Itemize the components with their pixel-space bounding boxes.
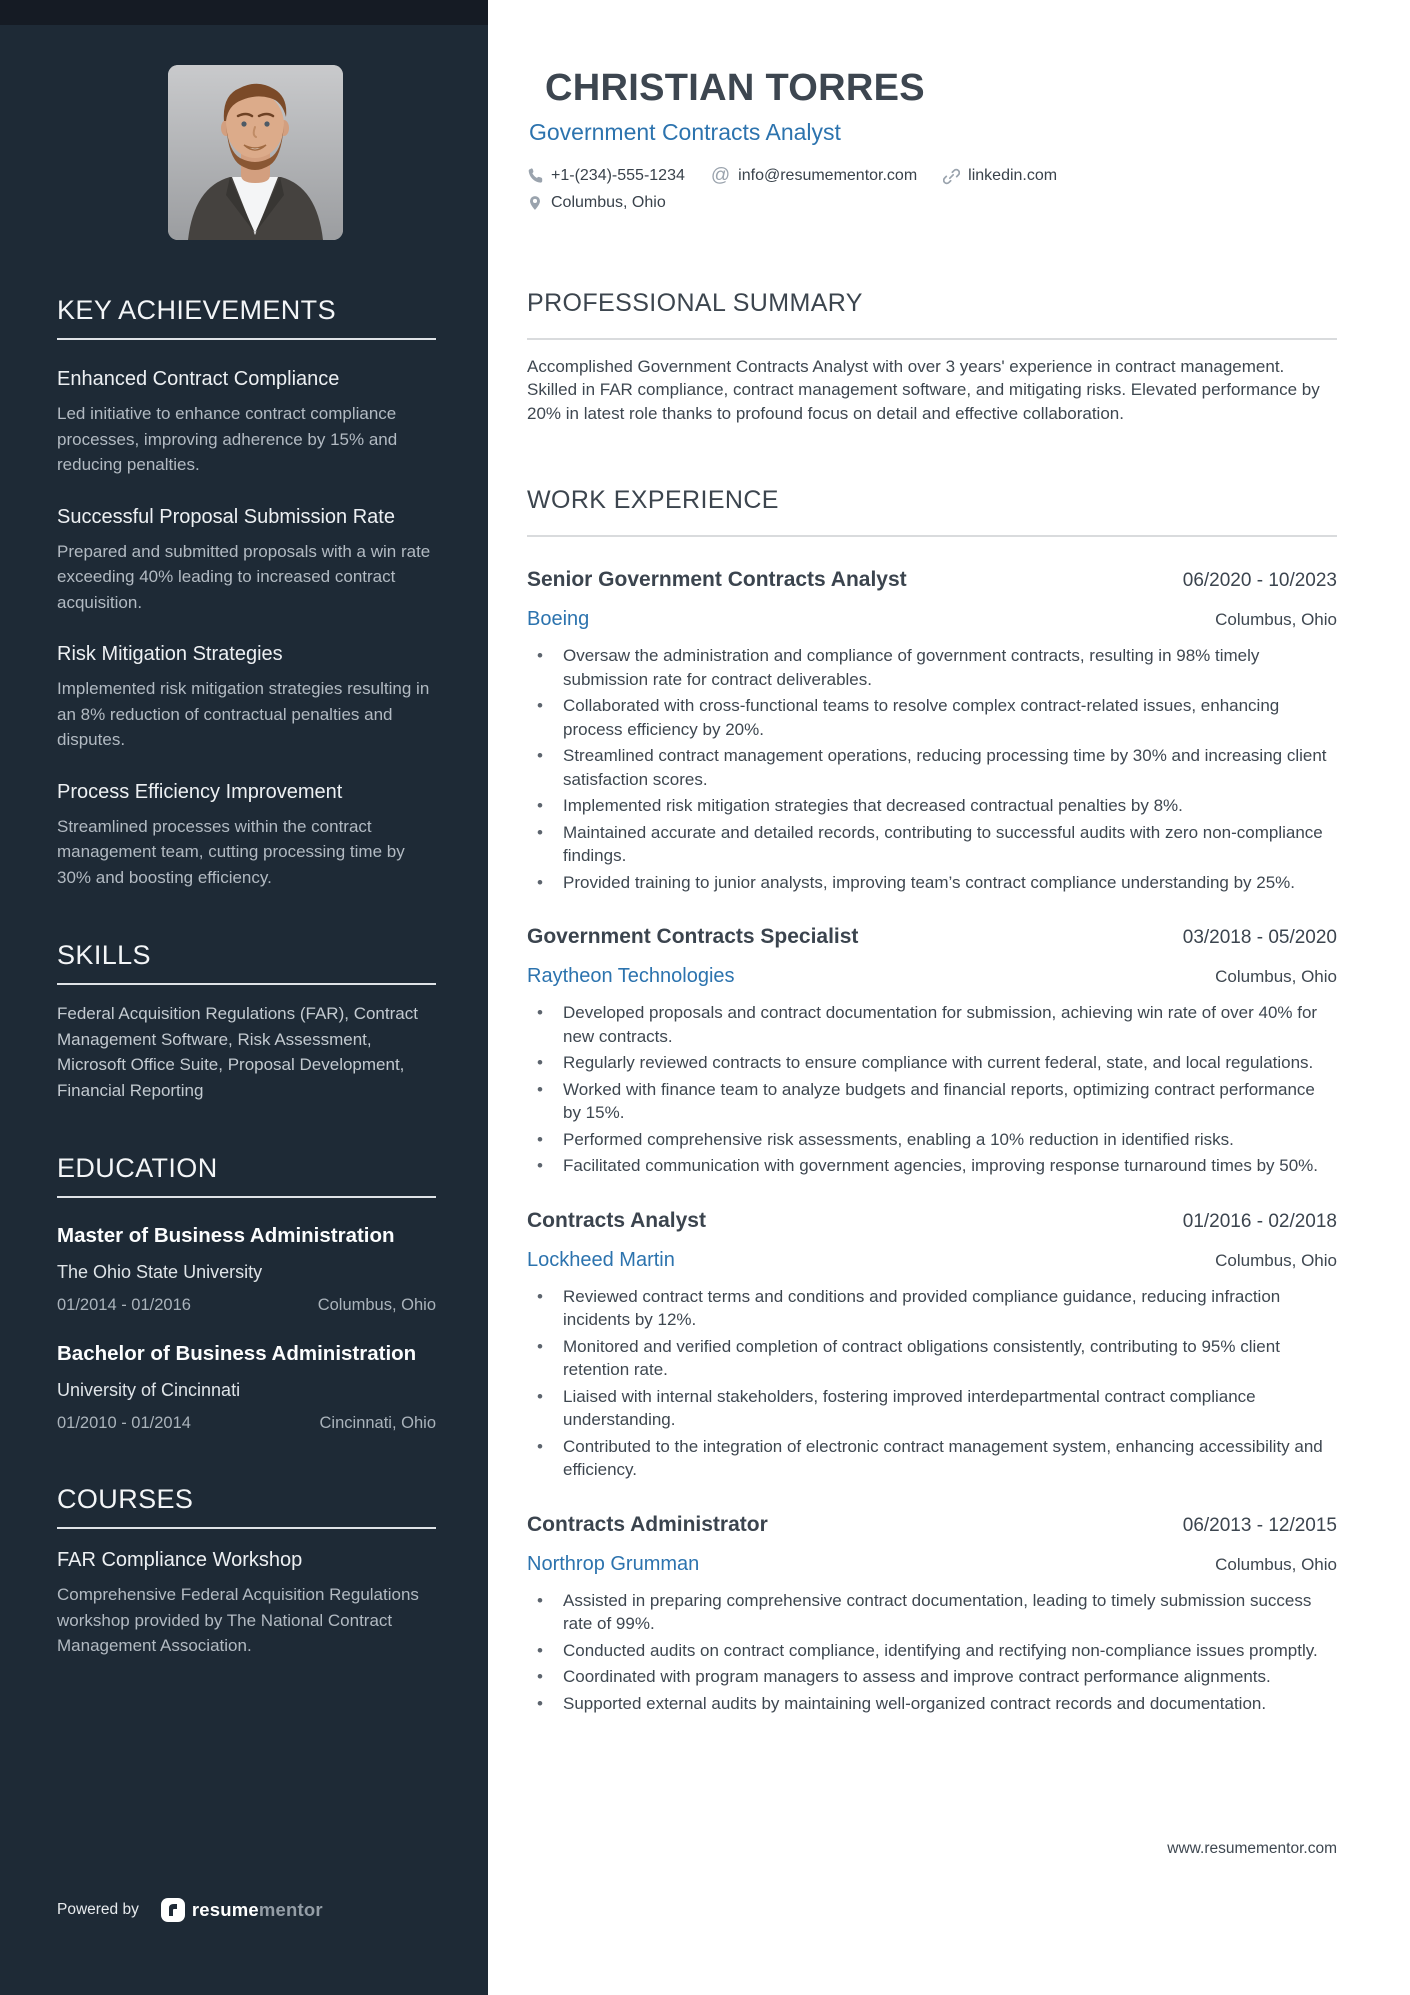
- job-entry: [527, 1208, 1337, 1482]
- job-dates: 06/2020 - 10/2023: [1182, 570, 1337, 591]
- achievement-title: Enhanced Contract Compliance: [57, 368, 340, 390]
- candidate-name: CHRISTIAN TORRES: [545, 67, 925, 109]
- achievement-description: Streamlined processes within the contract management team, cutting processing time by 30% and boosting efficiency.: [57, 816, 405, 887]
- job-dates: 06/2013 - 12/2015: [1182, 1514, 1337, 1536]
- divider: [527, 535, 1337, 537]
- job-dates: 03/2018 - 05/2020: [1182, 927, 1337, 948]
- school-name: University of Cincinnati: [57, 1380, 241, 1400]
- courses-list: [57, 1547, 436, 1659]
- website-link[interactable]: www.resumementor.com: [1167, 1840, 1337, 1857]
- job-title: Contracts Analyst: [527, 1208, 706, 1232]
- job-bullet-list: [527, 1589, 1337, 1716]
- achievement-title: Risk Mitigation Strategies: [57, 643, 283, 665]
- linkedin-contact[interactable]: [943, 165, 1057, 187]
- achievement-description: Led initiative to enhance contract compliance processes, improving adherence by 15% and reducing penalties.: [57, 404, 398, 474]
- key-achievements-heading: KEY ACHIEVEMENTS: [57, 295, 336, 325]
- resume-header: [527, 0, 1337, 214]
- school-name: The Ohio State University: [57, 1262, 263, 1282]
- powered-by-label: Powered by: [57, 1901, 139, 1918]
- achievement-title: Successful Proposal Submission Rate: [57, 505, 395, 528]
- job-bullet: • Provided training to junior analysts, improving team’s contract compliance understanding by 25%.: [527, 871, 1337, 895]
- main-column: [488, 0, 1410, 1995]
- summary-text: Accomplished Government Contracts Analyst with over 3 years' experience in contract management. Skilled in FAR compliance, contract management software, and mitigating risks. Elevated performance by 20% in latest role thanks to profound focus on detail and effective collaboration.: [527, 356, 1320, 423]
- course-title: FAR Compliance Workshop: [57, 1549, 303, 1571]
- job-bullet: • Collaborated with cross-functional teams to resolve complex contract-related issues, enhancing process efficiency by 20%.: [527, 694, 1337, 741]
- contact-row: [527, 165, 1337, 187]
- phone-contact[interactable]: [527, 165, 685, 187]
- job-bullet: • Supported external audits by maintaining well-organized contract records and documentation.: [527, 1692, 1337, 1716]
- divider: [57, 983, 436, 985]
- job-bullet: • Facilitated communication with government agencies, improving response turnaround times by 50%.: [527, 1154, 1337, 1178]
- job-bullet-list: [527, 644, 1337, 894]
- achievement-item: [57, 779, 436, 891]
- work-experience-heading: WORK EXPERIENCE: [527, 486, 779, 515]
- job-bullet: • Regularly reviewed contracts to ensure compliance with current federal, state, and local regulations.: [527, 1051, 1337, 1075]
- job-bullet-list: [527, 1285, 1337, 1482]
- skills-list-text: Federal Acquisition Regulations (FAR), Contract Management Software, Risk Assessment, Microsoft Office Suite, Proposal Development, Financial Reporting: [57, 1004, 418, 1100]
- divider: [57, 338, 436, 340]
- achievement-title: Process Efficiency Improvement: [57, 780, 343, 803]
- education-location: Columbus, Ohio: [317, 1296, 436, 1314]
- job-bullet: • Streamlined contract management operations, reducing processing time by 30% and increasing client satisfaction scores.: [527, 744, 1337, 791]
- company-name: Northrop Grumman: [527, 1552, 700, 1575]
- job-bullet: • Developed proposals and contract documentation for submission, achieving win rate of over 40% for new contracts.: [527, 1001, 1337, 1048]
- job-bullet: • Implemented risk mitigation strategies that decreased contractual penalties by 8%.: [527, 794, 1337, 818]
- job-bullet: • Maintained accurate and detailed records, contributing to successful audits with zero non-compliance findings.: [527, 821, 1337, 868]
- job-bullet: • Conducted audits on contract compliance, identifying and rectifying non-compliance issues promptly.: [527, 1639, 1337, 1663]
- education-dates: 01/2014 - 01/2016: [57, 1296, 191, 1314]
- job-title: Government Contracts Specialist: [527, 925, 859, 948]
- achievement-description: Prepared and submitted proposals with a win rate exceeding 40% leading to increased contract acquisition.: [57, 541, 431, 612]
- location-row: [527, 192, 1337, 214]
- course-description: Comprehensive Federal Acquisition Regulations workshop provided by The National Contract Management Association.: [57, 1585, 419, 1655]
- courses-heading: COURSES: [57, 1484, 194, 1514]
- sidebar-footer: [57, 1898, 323, 1922]
- achievement-item: [57, 641, 436, 753]
- job-entry: [527, 924, 1337, 1178]
- job-title: Senior Government Contracts Analyst: [527, 568, 907, 591]
- sidebar: [0, 0, 488, 1995]
- location-pin-icon: [527, 195, 543, 211]
- job-bullet: • Liaised with internal stakeholders, fostering improved interdepartmental contract compliance understanding.: [527, 1385, 1337, 1432]
- candidate-title: Government Contracts Analyst: [529, 119, 841, 145]
- sidebar-top-strip: [0, 0, 488, 25]
- job-bullet: • Coordinated with program managers to assess and improve contract performance alignments.: [527, 1665, 1337, 1689]
- divider: [57, 1196, 436, 1198]
- summary-heading: PROFESSIONAL SUMMARY: [527, 289, 863, 317]
- job-bullet: • Reviewed contract terms and conditions and provided compliance guidance, reducing infraction incidents by 12%.: [527, 1285, 1337, 1332]
- job-entry: [527, 567, 1337, 894]
- company-name: Boeing: [527, 608, 590, 630]
- achievement-description: Implemented risk mitigation strategies resulting in an 8% reduction of contractual penalties and disputes.: [57, 679, 430, 749]
- job-bullet: • Performed comprehensive risk assessments, enabling a 10% reduction in identified risks.: [527, 1128, 1337, 1152]
- resumementor-brand-link[interactable]: [161, 1898, 323, 1922]
- job-entry: [527, 1512, 1337, 1716]
- jobs-list: [527, 567, 1337, 1715]
- education-heading: EDUCATION: [57, 1153, 218, 1183]
- achievements-list: [57, 366, 436, 890]
- divider: [527, 338, 1337, 340]
- email-contact[interactable]: [711, 165, 917, 187]
- phone-number: +1-(234)-555-1234: [551, 167, 685, 184]
- company-name: Lockheed Martin: [527, 1248, 675, 1271]
- email-icon: @: [710, 165, 731, 186]
- job-location: Columbus, Ohio: [1215, 610, 1337, 629]
- professional-summary-section: [527, 290, 1337, 425]
- achievement-item: [57, 504, 436, 616]
- job-bullet: • Oversaw the administration and compliance of government contracts, resulting in 98% timely submission rate for contract deliverables.: [527, 644, 1337, 691]
- resumementor-logo-icon: [161, 1898, 185, 1922]
- location-item: [527, 192, 666, 214]
- job-bullet: • Worked with finance team to analyze budgets and financial reports, optimizing contract performance by 15%.: [527, 1078, 1337, 1125]
- location-text: Columbus, Ohio: [551, 194, 666, 211]
- education-location: Cincinnati, Ohio: [319, 1414, 436, 1432]
- profile-photo: [168, 65, 343, 240]
- degree-title: Master of Business Administration: [57, 1224, 395, 1247]
- job-bullet: • Monitored and verified completion of contract obligations consistently, contributing to 95% client retention rate.: [527, 1335, 1337, 1382]
- job-dates: 01/2016 - 02/2018: [1182, 1210, 1337, 1232]
- job-location: Columbus, Ohio: [1215, 1250, 1337, 1270]
- education-list: [57, 1222, 436, 1434]
- education-item: [57, 1340, 436, 1434]
- achievement-item: [57, 366, 436, 478]
- job-location: Columbus, Ohio: [1215, 1554, 1337, 1574]
- linkedin-text: linkedin.com: [968, 167, 1058, 184]
- phone-icon: [527, 168, 543, 184]
- skills-heading: SKILLS: [57, 940, 151, 970]
- course-item: [57, 1547, 436, 1659]
- education-dates: 01/2010 - 01/2014: [57, 1414, 191, 1432]
- education-item: [57, 1222, 436, 1316]
- job-bullet: • Assisted in preparing comprehensive contract documentation, leading to timely submission success rate of 99%.: [527, 1589, 1337, 1636]
- company-name: Raytheon Technologies: [527, 965, 735, 987]
- brand-wordmark: resumementor: [191, 1899, 323, 1920]
- job-bullet: • Contributed to the integration of electronic contract management system, enhancing accessibility and efficiency.: [527, 1435, 1337, 1482]
- work-experience-section: [527, 487, 1337, 1715]
- email-address: info@resumementor.com: [738, 167, 918, 184]
- degree-title: Bachelor of Business Administration: [57, 1342, 417, 1365]
- avatar-illustration: [168, 65, 343, 240]
- link-icon: [943, 168, 960, 185]
- job-title: Contracts Administrator: [527, 1512, 768, 1536]
- job-location: Columbus, Ohio: [1215, 967, 1337, 986]
- divider: [57, 1527, 436, 1529]
- job-bullet-list: [527, 1001, 1337, 1178]
